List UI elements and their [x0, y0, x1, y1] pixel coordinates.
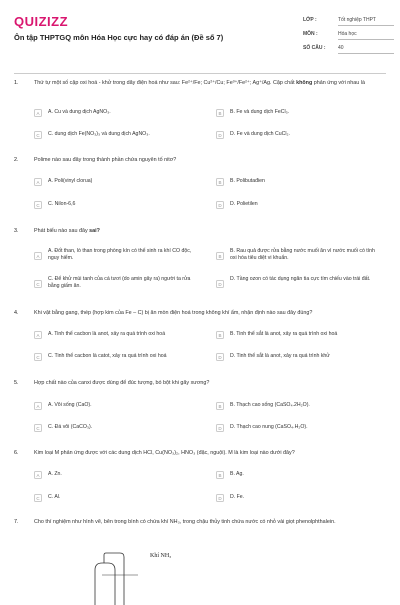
- question-number: 7.: [14, 519, 19, 525]
- page-title: Ôn tập THPTGQ môn Hóa Học cực hay có đáp án (Đề số 7): [14, 33, 224, 42]
- flask-outline: [95, 563, 115, 605]
- question-number: 1.: [14, 80, 19, 86]
- question-number: 3.: [14, 228, 19, 234]
- diagram-label: Khí NH₃: [150, 553, 172, 559]
- question-text: Kim loại M phản ứng được với các dung dịch HCl, Cu(NO₃)₂, HNO₃ (đặc, nguội). M là kim loại nào dưới đây?: [34, 450, 295, 456]
- quizizz-logo: QUIZIZZ: [14, 14, 69, 29]
- question-number: 2.: [14, 157, 19, 163]
- divider: [14, 73, 386, 74]
- question-text: Phát biểu nào sau đây sai?: [34, 228, 100, 234]
- tube-outline: [104, 553, 124, 605]
- question-number: 5.: [14, 380, 19, 386]
- question-text: Polime nào sau đây trong thành phần chứa nguyên tố nitơ?: [34, 157, 177, 163]
- experiment-diagram: [60, 545, 260, 605]
- question-number: 4.: [14, 310, 19, 316]
- question-text: Hợp chất nào của canxi được dùng để đúc tượng, bó bột khi gãy xương?: [34, 380, 210, 386]
- question-text: Khi vật bằng gang, thép (hợp kim của Fe – C) bị ăn mòn điện hoá trong không khí ẩm, nhận định nào sau đây đúng?: [34, 310, 313, 316]
- question-number: 6.: [14, 450, 19, 456]
- question-text: Thứ tự một số cặp oxi hoá - khử trong dãy điện hoá như sau: Fe²⁺/Fe; Cu²⁺/Cu; Fe³⁺/Fe²⁺; Ag⁺/Ag. Cặp chất không phản ứng với nhau là: [34, 80, 365, 86]
- header: QUIZIZZ Ôn tập THPTGQ môn Hóa Học cực hay có đáp án (Đề số 7) LỚP : Tốt nghiệp THPT MÔN : Hóa học SỐ CÂU : 40: [0, 0, 400, 68]
- question-text: Cho thí nghiệm như hình vẽ, bên trong bình có chứa khí NH₃, trong chậu thủy tinh chứa nước có nhỏ vài giọt phenolphthalein.: [34, 519, 336, 525]
